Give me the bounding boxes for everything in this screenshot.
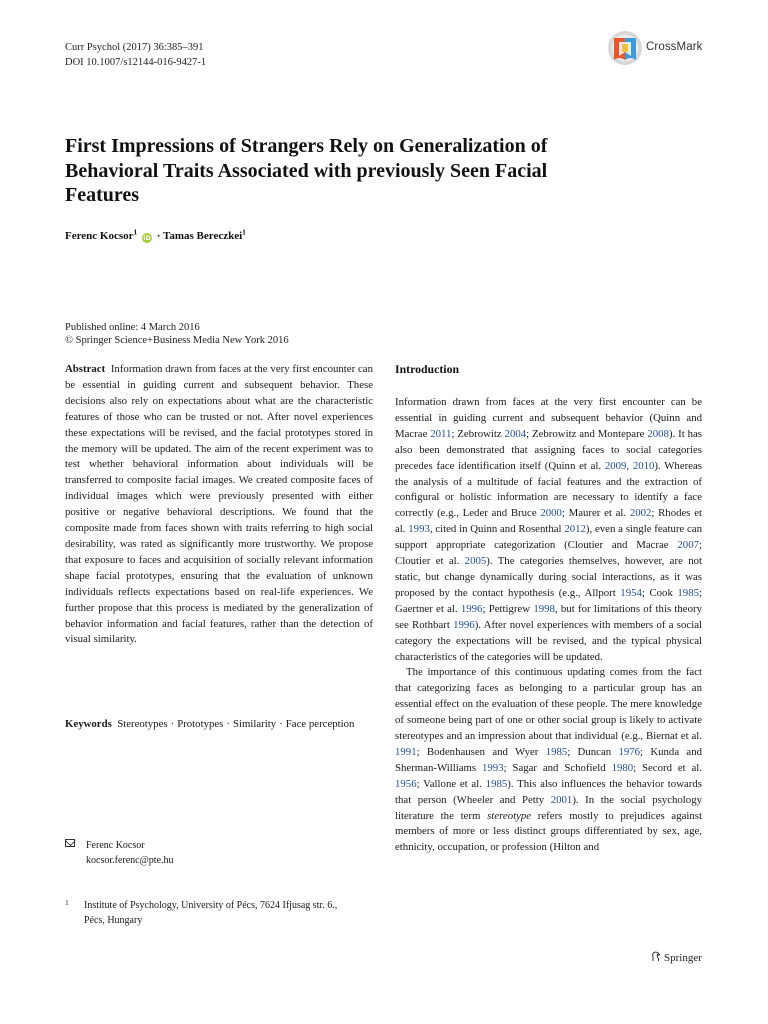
paragraph-text: ; Duncan	[567, 745, 619, 758]
affiliation-marker: 1	[242, 227, 246, 237]
correspondence	[65, 838, 373, 868]
citation-link[interactable]: 2001	[550, 793, 573, 806]
abstract	[65, 362, 373, 648]
doi-line[interactable]: DOI 10.1007/s12144-016-9427-1	[65, 57, 207, 68]
paragraph-text: The importance of this continuous updating comes from the fact that categorizing faces as belonging to a particular group has an essential effect on the evaluation of these people. The mere knowledge of someone being part of one or other social group is likely to activate stereotypes and an impression about that individual (e.g., Biernat et al.	[395, 666, 702, 743]
citation-link[interactable]: 1956	[395, 777, 417, 790]
paragraph-text: ; Pettigrew	[482, 602, 534, 615]
citation-link[interactable]: 1996	[453, 618, 475, 631]
citation-link[interactable]: 2009	[604, 459, 627, 472]
journal-citation: Curr Psychol (2017) 36:385–391	[65, 42, 204, 53]
citation-link[interactable]: 2005	[464, 555, 487, 568]
orcid-icon[interactable]: iD	[143, 234, 151, 242]
paragraph-text: refers mostly to prejudices against members of more or less distinct groups differentiated by sex, age, ethnicity, occupation, or profession (Hilton and	[395, 809, 702, 854]
citation-link[interactable]: 1993	[481, 761, 504, 774]
paragraph-text: ). The categories themselves, however, are not static, but change dynamically during social interactions, as it was proposed by the contact hypothesis (e.g., Allport	[395, 555, 702, 599]
paragraph-text: ; Gaertner et al.	[395, 586, 702, 615]
citation-link[interactable]: 2004	[504, 427, 527, 440]
paragraph-text: ). This also influences the behavior towards that person (Wheeler and Petty	[395, 777, 702, 806]
paragraph-text: ,	[626, 459, 633, 472]
citation-link[interactable]: 2000	[540, 507, 562, 520]
affiliation-number: 1	[65, 898, 69, 907]
paragraph-text: ; Secord et al.	[633, 761, 702, 774]
crossmark-icon	[607, 30, 643, 66]
citation-link[interactable]: 1985	[545, 745, 568, 758]
keyword: Stereotypes	[117, 718, 168, 730]
paragraph-text: ; Zebrowitz and Montepare	[526, 427, 648, 440]
paragraph-text: , cited in Quinn and Rosenthal	[429, 523, 565, 536]
springer-horse-icon	[651, 951, 661, 962]
paragraph-text: ; Rhodes et al.	[395, 507, 702, 536]
introduction-paragraph	[395, 395, 702, 665]
author-separator: ·	[156, 230, 161, 242]
paragraph-text: ; Vallone et al.	[416, 777, 486, 790]
keywords-label: Keywords	[65, 718, 112, 730]
corresponding-email[interactable]: kocsor.ferenc@pte.hu	[86, 855, 174, 866]
affiliation-line: Pécs, Hungary	[84, 915, 143, 926]
author-list	[65, 227, 246, 243]
paragraph-text: ; Zebrowitz	[451, 427, 505, 440]
citation-link[interactable]: 1991	[395, 745, 417, 758]
envelope-icon	[65, 839, 75, 847]
citation-link[interactable]: 1998	[533, 602, 555, 615]
abstract-text: Information drawn from faces at the very first encounter can be essential in guiding current and subsequent behavior. These decisions also rely on expectations about what are the characteristic features of those who can be trusted or not. After novel experiences these expectations will be revised, and the facial prototypes stored in the memory will be updated. The aim of the recent experiment was to test whether behavioral information about individuals will be transferred to composite facial images. We created composite faces of individual images which were previously presented with either positive or negative behavioral descriptions. We found that the composite made from faces shown with traits referring to high social desirability, was rated as significantly more trustworthy. We propose that exposure to faces and acquisition of socially relevant information shape facial prototypes, ensuring that the evaluation of unknown individuals reflects expectations based on real-life experiences. We further propose that this process is mediated by the generalization of behavior information and facial features, rather than the detection of visual similarity.	[65, 363, 373, 646]
keywords	[65, 717, 373, 733]
author-name[interactable]: Tamas Bereczkei	[163, 230, 243, 242]
citation-link[interactable]: 2012	[564, 523, 586, 536]
affiliation	[65, 898, 373, 928]
paragraph-text: ; Kunda and Sherman-Williams	[395, 745, 702, 774]
publisher-name: Springer	[664, 952, 702, 964]
citation-link[interactable]: 1954	[620, 586, 642, 599]
paragraph-text: ). After novel experiences with members of a social category the expectations will be revised, and the typical physical characteristics of the categories will be updated.	[395, 618, 702, 663]
citation-link[interactable]: 1985	[485, 777, 508, 790]
paragraph-text: ). It has also been demonstrated that assigning faces to social categories precedes face identification itself (Quinn et al.	[395, 427, 702, 472]
copyright-line: © Springer Science+Business Media New York 2016	[65, 335, 289, 346]
citation-link[interactable]: 1996	[460, 602, 483, 615]
author-name[interactable]: Ferenc Kocsor	[65, 230, 134, 242]
section-heading-introduction: Introduction	[395, 362, 460, 376]
crossmark-label: CrossMark	[646, 41, 703, 53]
paragraph-text: ), even a single feature can support appropriate categorization (Cloutier and Macrae	[395, 523, 702, 552]
paragraph-text: ). Whereas the analysis of a multitude of facial features and the extraction of configural or holistic information are necessary to identify a face correctly (e.g., Leder and Bruce	[395, 459, 703, 520]
citation-link[interactable]: 1976	[618, 745, 641, 758]
paragraph-text: ; Sagar and Schofield	[503, 761, 612, 774]
citation-link[interactable]: 2007	[677, 539, 699, 552]
keyword-separator: ·	[279, 718, 283, 730]
paragraph-text: Information drawn from faces at the very first encounter can be essential in guiding current and subsequent behavior (Quinn and Macrae	[395, 396, 702, 440]
published-date: Published online: 4 March 2016	[65, 322, 200, 333]
keyword-separator: ·	[170, 718, 175, 730]
citation-link[interactable]: 1980	[611, 761, 634, 774]
crossmark-badge[interactable]	[607, 30, 711, 68]
citation-link[interactable]: 2010	[632, 459, 655, 472]
affiliation-line: Institute of Psychology, University of Pécs, 7624 Ifjusag str. 6.,	[84, 900, 338, 911]
paragraph-text: ; Cloutier et al.	[395, 539, 702, 568]
citation-link[interactable]: 2002	[629, 507, 652, 520]
paragraph-text: ). In the social psychology literature the term	[395, 793, 702, 822]
introduction-body	[395, 395, 702, 856]
affiliation-marker: 1	[133, 227, 138, 237]
corresponding-author: Ferenc Kocsor	[86, 840, 145, 851]
emphasis-term: stereotype	[487, 809, 532, 822]
publisher-logo	[651, 951, 702, 964]
introduction-paragraph	[395, 665, 702, 856]
paragraph-text: ; Maurer et al.	[561, 507, 630, 520]
citation-link[interactable]: 2011	[430, 427, 452, 440]
keyword: Face perception	[285, 718, 355, 730]
paragraph-text: ; Cook	[641, 586, 678, 599]
keyword: Prototypes	[177, 718, 224, 730]
keyword-separator: ·	[226, 718, 230, 730]
citation-link[interactable]: 1985	[677, 586, 699, 599]
keyword: Similarity	[232, 718, 277, 730]
paragraph-text: , but for limitations of this theory see Rothbart	[395, 602, 702, 631]
abstract-label: Abstract	[65, 363, 106, 375]
paper-title: First Impressions of Strangers Rely on Generalization of Behavioral Traits Associated with previously Seen Facial Features	[65, 135, 548, 206]
paragraph-text: ; Bodenhausen and Wyer	[416, 745, 546, 758]
citation-link[interactable]: 2008	[647, 427, 669, 440]
citation-link[interactable]: 1993	[408, 523, 430, 536]
